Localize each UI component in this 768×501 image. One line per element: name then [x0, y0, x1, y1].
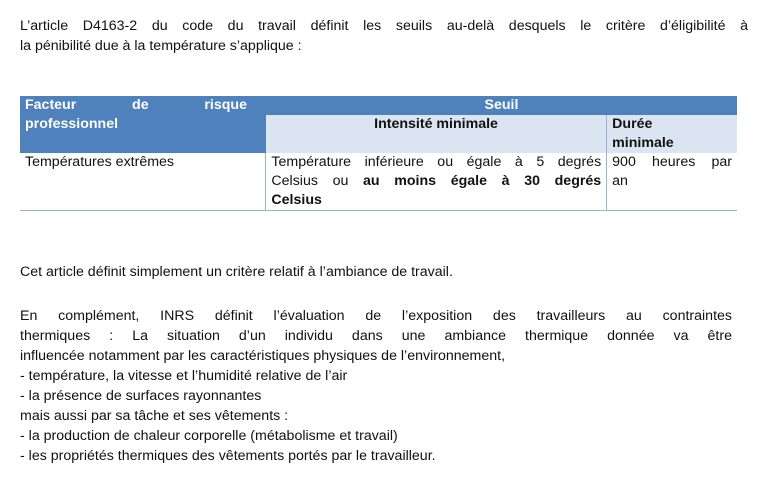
header-intensite: Intensité minimale — [266, 115, 607, 153]
header-duree — [607, 115, 737, 153]
header-facteur — [20, 96, 266, 153]
cell-intensite-line-1: Température inférieure ou égale à 5 degrés — [271, 154, 602, 170]
paragraph-inrs — [20, 306, 732, 466]
inrs-line-2: thermiques : La situation d’un individu dans une ambiance thermique donnée va être — [20, 328, 732, 344]
inrs-line-6: mais aussi par sa tâche et ses vêtements : — [20, 408, 289, 424]
header-facteur-line-2: professionnel — [25, 116, 119, 132]
seuils-table — [20, 96, 737, 211]
cell-facteur: Températures extrêmes — [20, 153, 266, 211]
header-duree-line-1: Durée — [612, 116, 653, 132]
cell-intensite-bold-2: Celsius — [271, 192, 322, 208]
header-seuil: Seuil — [266, 96, 737, 115]
header-facteur-word-2: de — [132, 97, 149, 113]
cell-intensite-line-2 — [271, 172, 601, 191]
cell-intensite — [266, 153, 607, 211]
header-facteur-word-1: Facteur — [25, 97, 77, 113]
list-item: - la production de chaleur corporelle (métabolisme et travail) — [20, 428, 398, 444]
list-item: - température, la vitesse et l’humidité relative de l’air — [20, 368, 348, 384]
cell-duree — [607, 153, 737, 211]
list-item: - la présence de surfaces rayonnantes — [20, 388, 262, 404]
paragraph-critere: Cet article définit simplement un critère relatif à l’ambiance de travail. — [20, 264, 453, 280]
table-header-row-1 — [20, 96, 737, 115]
cell-duree-line-2: an — [612, 173, 628, 189]
inrs-line-3: influencée notamment par les caractéristiques physiques de l’environnement, — [20, 348, 506, 364]
intro-paragraph — [20, 16, 748, 56]
cell-intensite-plain-2: Celsius ou — [271, 173, 364, 189]
list-item: - les propriétés thermiques des vêtements portés par le travailleur. — [20, 448, 436, 464]
intro-line-2: la pénibilité due à la température s’applique : — [20, 38, 302, 54]
cell-duree-line-1: 900 heures par — [612, 154, 732, 170]
intro-line-1: L’article D4163-2 du code du travail définit les seuils au-delà desquels le critère d’éligibilité à — [20, 18, 748, 34]
header-facteur-word-3: risque — [204, 97, 247, 113]
table-row — [20, 153, 737, 211]
cell-intensite-bold-1: au moins égale à 30 degrés — [363, 173, 602, 189]
header-duree-line-2: minimale — [612, 135, 674, 151]
inrs-line-1: En complément, INRS définit l’évaluation de l’exposition des travailleurs au contraintes — [20, 308, 732, 324]
